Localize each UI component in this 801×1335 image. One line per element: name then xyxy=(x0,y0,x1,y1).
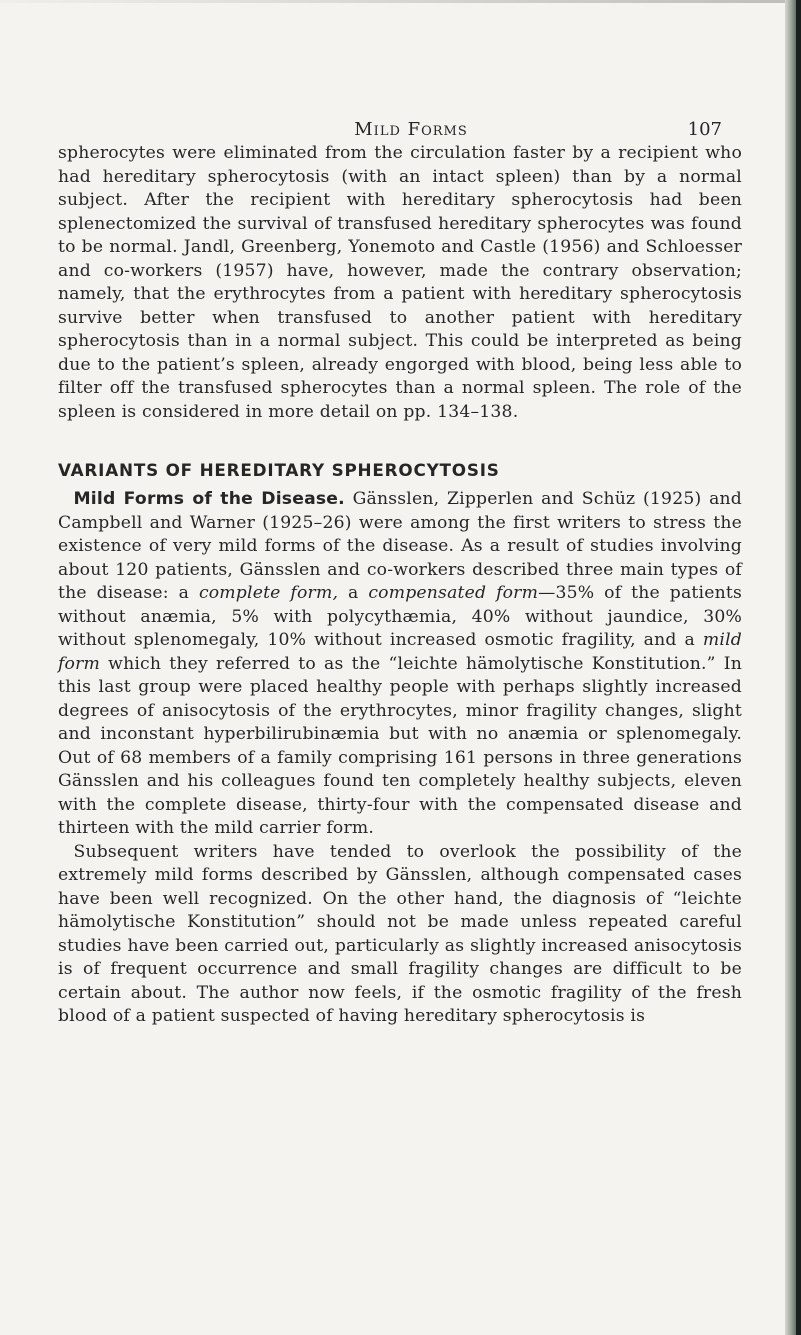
italic-term-compensated-form: compensated form xyxy=(368,583,539,603)
italic-term-complete-form: complete form, xyxy=(198,583,339,603)
paragraph-mild-forms xyxy=(58,488,742,841)
running-head xyxy=(75,118,747,142)
page-number: 107 xyxy=(687,119,722,140)
section-heading: VARIANTS OF HEREDITARY SPHEROCYTOSIS xyxy=(58,460,500,480)
top-edge-shadow xyxy=(0,0,790,3)
body-text xyxy=(58,142,742,1029)
paragraph-subsequent-writers: Subsequent writers have tended to overlook the possibility of the extremely mild forms described by Gänsslen, although compensated cases have been well recognized. On the other hand, the diagnosis of “leichte hämolytische Konstitution” should not be made unless repeated careful studies have been carried out, particularly as slightly increased anisocytosis is of frequent occurrence and small fragility changes are difficult to be certain about. The author now feels, if the osmotic fragility of the fresh blood of a patient suspected of having hereditary spherocytosis is xyxy=(58,841,742,1026)
page-binding-shadow xyxy=(796,0,801,1335)
italic-term-mild-form: mild form xyxy=(58,630,742,674)
paragraph-text: a xyxy=(338,583,369,603)
run-in-heading: Mild Forms of the Disease. xyxy=(73,489,345,509)
paragraph-text: Gänsslen, Zipperlen and Schüz (1925) and Campbell and Warner (1925–26) were among the first writers to stress the existence of very mild forms of the disease. As a result of studies involving about 120 patients, Gänsslen and co-workers described three main types of the disease: a xyxy=(58,489,743,603)
paragraph-text: —35% of the patients without anæmia, 5% with polycythæmia, 40% without jaundice, 30% without splenomegaly, 10% without increased osmotic fragility, and a xyxy=(58,583,742,650)
paragraph-continued: spherocytes were eliminated from the circulation faster by a recipient who had hereditary spherocytosis (with an intact spleen) than by a normal subject. After the recipient with hereditary spherocytosis had been splenectomized the survival of transfused hereditary spherocytes was found to be normal. Jandl, Greenberg, Yonemoto and Castle (1956) and Schloesser and co-workers (1957) have, however, made the contrary observation; namely, that the erythrocytes from a patient with hereditary spherocytosis survive better when transfused to another patient with hereditary spherocytosis than in a normal subject. This could be interpreted as being due to the patient’s spleen, already engorged with blood, being less able to filter off the transfused spherocytes than a normal spleen. The role of the spleen is considered in more detail on pp. 134–138. xyxy=(58,143,742,422)
paragraph-text: which they referred to as the “leichte hämolytische Konstitution.” In this last group were placed healthy people with perhaps slightly increased degrees of anisocytosis of the erythrocytes, minor fragility changes, slight and inconstant hyperbilirubinæmia but with no anæmia or splenomegaly. Out of 68 members of a family comprising 161 persons in three generations Gänsslen and his colleagues found ten completely healthy subjects, eleven with the complete disease, thirty-four with the compensated disease and thirteen with the mild carrier form. xyxy=(58,653,742,838)
running-head-title: Mild Forms xyxy=(354,119,468,140)
